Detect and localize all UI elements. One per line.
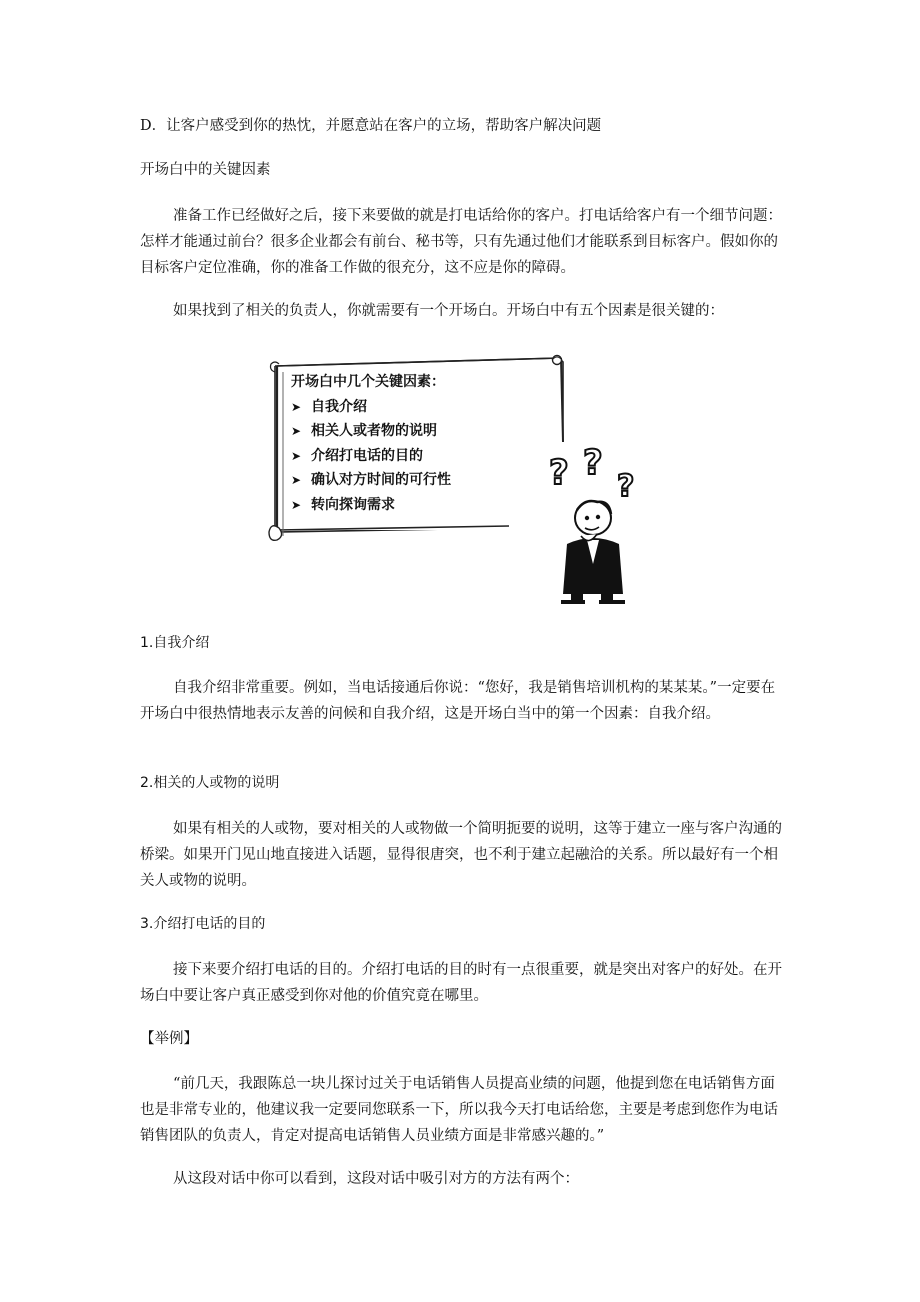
section-title: 开场白中的关键因素 — [140, 162, 271, 178]
factor-list — [291, 370, 451, 517]
heading-related-person: 2.相关的人或物的说明 — [140, 775, 280, 791]
point-d: D．让客户感受到你的热忱，并愿意站在客户的立场，帮助客户解决问题 — [140, 118, 602, 134]
factor-label: 自我介绍 — [311, 398, 367, 415]
question-mark-icon: ? — [583, 444, 603, 483]
question-mark-icon: ? — [617, 469, 635, 504]
factor-item — [291, 468, 451, 493]
arrow-bullet-icon: ➤ — [291, 497, 302, 512]
arrow-bullet-icon: ➤ — [291, 448, 302, 463]
factor-item — [291, 419, 451, 444]
paragraph-five-factors: 如果找到了相关的负责人，你就需要有一个开场白。开场白中有五个因素是很关键的： — [173, 303, 724, 319]
example-label: 【举例】 — [140, 1031, 198, 1047]
factor-item — [291, 395, 451, 420]
key-factors-figure — [265, 352, 645, 602]
heading-call-purpose: 3.介绍打电话的目的 — [140, 916, 266, 932]
arrow-bullet-icon: ➤ — [291, 399, 302, 414]
paragraph-example-quote: “前几天，我跟陈总一块儿探讨过关于电话销售人员提高业绩的问题，他提到您在电话销售方面也是非常专业的，他建议我一定要同您联系一下，所以我今天打电话给您，主要是考虑到您作为电话销售团队的负责人，肯定对提高电话销售人员业绩方面是非常感兴趣的。” — [140, 1076, 778, 1144]
paragraph-related-person: 如果有相关的人或物，要对相关的人或物做一个简明扼要的说明，这等于建立一座与客户沟通的桥梁。如果开门见山地直接进入话题，显得很唐突，也不利于建立起融洽的关系。所以最好有一个相关人或物的说明。 — [140, 821, 782, 889]
factor-label: 介绍打电话的目的 — [311, 447, 423, 464]
question-mark-icon: ? — [549, 453, 569, 493]
paragraph-self-intro: 自我介绍非常重要。例如，当电话接通后你说：“您好，我是销售培训机构的某某某。”一定要在开场白中很热情地表示友善的问候和自我介绍，这是开场白当中的第一个因素：自我介绍。 — [140, 680, 776, 722]
heading-self-intro: 1.自我介绍 — [140, 635, 210, 651]
paragraph-call-purpose: 接下来要介绍打电话的目的。介绍打电话的目的时有一点很重要，就是突出对客户的好处。在开场白中要让客户真正感受到你对他的价值究竟在哪里。 — [140, 962, 782, 1004]
factor-item — [291, 493, 451, 518]
factor-label: 转向探询需求 — [311, 496, 395, 513]
thinking-man-icon — [535, 444, 645, 604]
arrow-bullet-icon: ➤ — [291, 424, 302, 438]
factor-label: 确认对方时间的可行性 — [311, 472, 451, 488]
factor-label: 相关人或者物的说明 — [311, 423, 437, 439]
factor-item — [291, 444, 451, 469]
paragraph-front-desk: 准备工作已经做好之后，接下来要做的就是打电话给你的客户。打电话给客户有一个细节问题：怎样才能通过前台？很多企业都会有前台、秘书等，只有先通过他们才能联系到目标客户。假如你的目标客户定位准确，你的准备工作做的很充分，这不应是你的障碍。 — [140, 208, 782, 276]
paragraph-two-methods: 从这段对话中你可以看到，这段对话中吸引对方的方法有两个： — [173, 1171, 579, 1187]
arrow-bullet-icon: ➤ — [291, 473, 302, 487]
figure-title: 开场白中几个关键因素： — [291, 374, 445, 390]
